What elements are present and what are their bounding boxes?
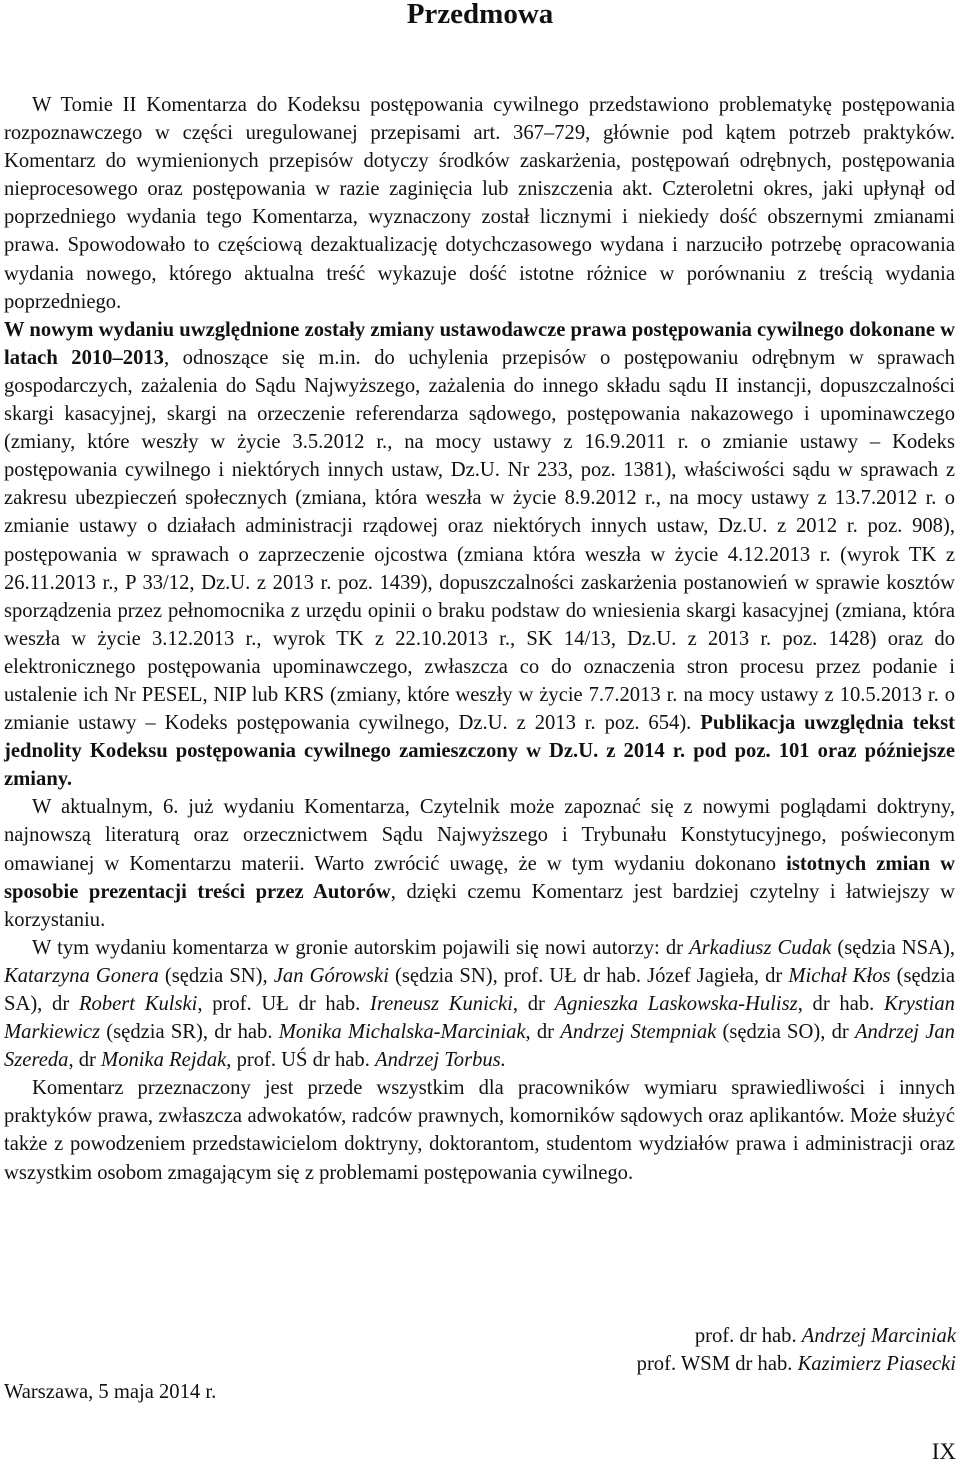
- author-name: Andrzej Torbus.: [375, 1049, 506, 1072]
- paragraph-text: Komentarz przeznaczony jest przede wszystkim dla pracowników wymiaru sprawiedliwości i innych praktyków prawa, zwłaszcza adwokatów, radców prawnych, komorników sądowych oraz aplikantów. Może służyć także z powodzeniem przedstawicielom doktryny, doktorantom, studentom wydziałów prawa i administracji oraz wszystkim osobom zmagającym się z problemami postępowania cywilnego.: [4, 1077, 955, 1184]
- bold-text: Publikacja uwzględnia tekst jednolity Kodeksu postępowania cywilnego zamieszczony w Dz.U. z 2014 r. pod poz. 101 oraz późniejsze zmiany.: [4, 712, 955, 791]
- bold-text: W nowym wydaniu uwzględnione zostały zmiany ustawodawcze prawa postępowania cywilnego dokonane w latach 2010–2013: [4, 318, 956, 369]
- paragraph-text: (sędzia SN),: [158, 964, 274, 987]
- author-name: Krystian Markiewicz: [4, 993, 955, 1044]
- signature-name: Andrzej Marciniak: [801, 1325, 956, 1347]
- author-name: Michał Kłos: [788, 964, 891, 987]
- paragraph-text: (sędzia SO), dr: [716, 1021, 855, 1044]
- paragraph-text: , dr: [512, 993, 555, 1015]
- paragraph-text: W tym wydaniu komentarza w gronie autorskim pojawili się nowi autorzy: dr: [32, 936, 690, 959]
- preface-body: [4, 91, 955, 1187]
- paragraph-text: , dzięki czemu Komentarz jest bardziej czytelny i łatwiejszy w korzystaniu.: [4, 880, 955, 931]
- paragraph-text: , odnoszące się m.in. do uchylenia przepisów o postępowaniu odrębnym w sprawach gospodarczych, zażalenia do Sądu Najwyższego, zażalenia do innego składu sądu II instancji, dopuszczalności skargi kasacyjnej, skargi na orzeczenie referendarza sądowego, postępowania nakazowego i upominawczego (zmiany, które weszły w życie 3.5.2012 r., na mocy ustawy z 16.9.2011 r. o zmianie ustawy – Kodeks postępowania cywilnego i niektórych innych ustaw, Dz.U. Nr 233, poz. 1381), właściwości sądu w sprawach z zakresu ubezpieczeń społecznych (zmiana, która weszła w życie 8.9.2012 r., na mocy ustawy z 13.7.2012 r. o zmianie ustawy o działach administracji rządowej oraz niektórych innych ustaw, Dz.U. z 2012 r. poz. 908), postępowania w sprawach o zaprzeczenie ojcostwa (zmiana która weszła w życie 4.12.2013 r. (wyrok TK z 26.11.2013 r., P 33/12, Dz.U. z 2013 r. poz. 1439), dopuszczalności zaskarżenia postanowień w sprawie kosztów sporządzenia przez pełnomocnika z urzędu opinii o braku podstaw do wniesienia skargi kasacyjnej (zmiana, która weszła w życie 3.12.2013 r., wyrok TK z 22.10.2013 r., SK 14/13, Dz.U. z 2013 r. poz. 1428) oraz do elektronicznego postępowania upominawczego, zwłaszcza co do oznaczenia stron procesu przez podanie i ustalenie ich Nr PESEL, NIP lub KRS (zmiany, które weszły w życie 7.7.2013 r. na mocy ustawy z 10.5.2013 r. o zmianie ustawy – Kodeks postępowania cywilnego, Dz.U. z 2013 r. poz. 654).: [4, 346, 955, 735]
- paragraph-text: W aktualnym, 6. już wydaniu Komentarza, Czytelnik może zapoznać się z nowymi poglądami doktryny, najnowszą literaturą oraz orzecznictwem Sądu Najwyższego i Trybunału Konstytucyjnego, poświeconym omawianej w Komentarzu materii. Warto zwrócić uwagę, że w tym wydaniu dokonano: [4, 796, 955, 875]
- paragraph-text: (sędzia NSA),: [831, 936, 955, 959]
- signature-title: prof. dr hab.: [694, 1325, 802, 1347]
- author-name: Monika Michalska-Marciniak: [278, 1021, 526, 1044]
- author-name: Robert Kulski: [78, 993, 198, 1015]
- paragraph-audience: [4, 1074, 955, 1186]
- bold-text: istotnych zmian w sposobie prezentacji treści przez Autorów: [4, 852, 955, 903]
- page-number: IX: [931, 1439, 956, 1464]
- signature-title: prof. WSM dr hab.: [636, 1353, 798, 1375]
- paragraph-text: , dr: [68, 1049, 102, 1072]
- paragraph-intro: [4, 91, 955, 316]
- signature-marciniak: [695, 1322, 956, 1350]
- author-name: Agnieszka Laskowska-Hulisz: [554, 993, 798, 1015]
- paragraph-text: (sędzia SA), dr: [4, 964, 955, 1015]
- author-name: Ireneusz Kunicki: [370, 993, 513, 1015]
- paragraph-text: , dr hab.: [797, 993, 885, 1015]
- page-title: Przedmowa: [406, 0, 554, 30]
- paragraph-text: , prof. UŁ dr hab.: [197, 993, 371, 1015]
- author-name: Monika Rejdak: [101, 1049, 227, 1072]
- signature-name: Kazimierz Piasecki: [797, 1353, 956, 1375]
- paragraph-authors: [4, 934, 955, 1074]
- author-name: Jan Górowski: [273, 964, 389, 987]
- author-name: Andrzej Stempniak: [560, 1021, 717, 1044]
- place-date: Warszawa, 5 maja 2014 r.: [4, 1381, 217, 1403]
- paragraph-text: , prof. UŚ dr hab.: [226, 1049, 375, 1072]
- signature-piasecki: [637, 1350, 956, 1378]
- paragraph-text: , dr: [525, 1021, 561, 1044]
- author-name: Arkadiusz Cudak: [689, 936, 832, 959]
- paragraph-changes: [4, 316, 955, 794]
- author-name: Katarzyna Gonera: [4, 964, 159, 987]
- paragraph-text: (sędzia SN), prof. UŁ dr hab. Józef Jagieła, dr: [388, 964, 789, 987]
- paragraph-text: (sędzia SR), dr hab.: [100, 1021, 279, 1044]
- paragraph-text: W Tomie II Komentarza do Kodeksu postępowania cywilnego przedstawiono problematykę postępowania rozpoznawczego w części uregulowanej przepisami art. 367–729, głównie pod kątem potrzeb praktyków. Komentarz do wymienionych przepisów dotyczy środków zaskarżenia, postępowań odrębnych, postępowania nieprocesowego oraz postępowania w razie zaginięcia lub zniszczenia akt. Czteroletni okres, jaki upłynął od poprzedniego wydania tego Komentarza, wyznaczony został licznymi i niekiedy dość obszernymi zmianami prawa. Spowodowało to częściową dezaktualizację dotychczasowego wydana i narzuciło potrzebę opracowania wydania nowego, którego aktualna treść wykazuje dość istotne różnice w porównaniu z treścią wydania poprzedniego.: [4, 94, 955, 313]
- author-name: Andrzej Jan Szereda: [4, 1021, 955, 1072]
- paragraph-edition: [4, 793, 955, 933]
